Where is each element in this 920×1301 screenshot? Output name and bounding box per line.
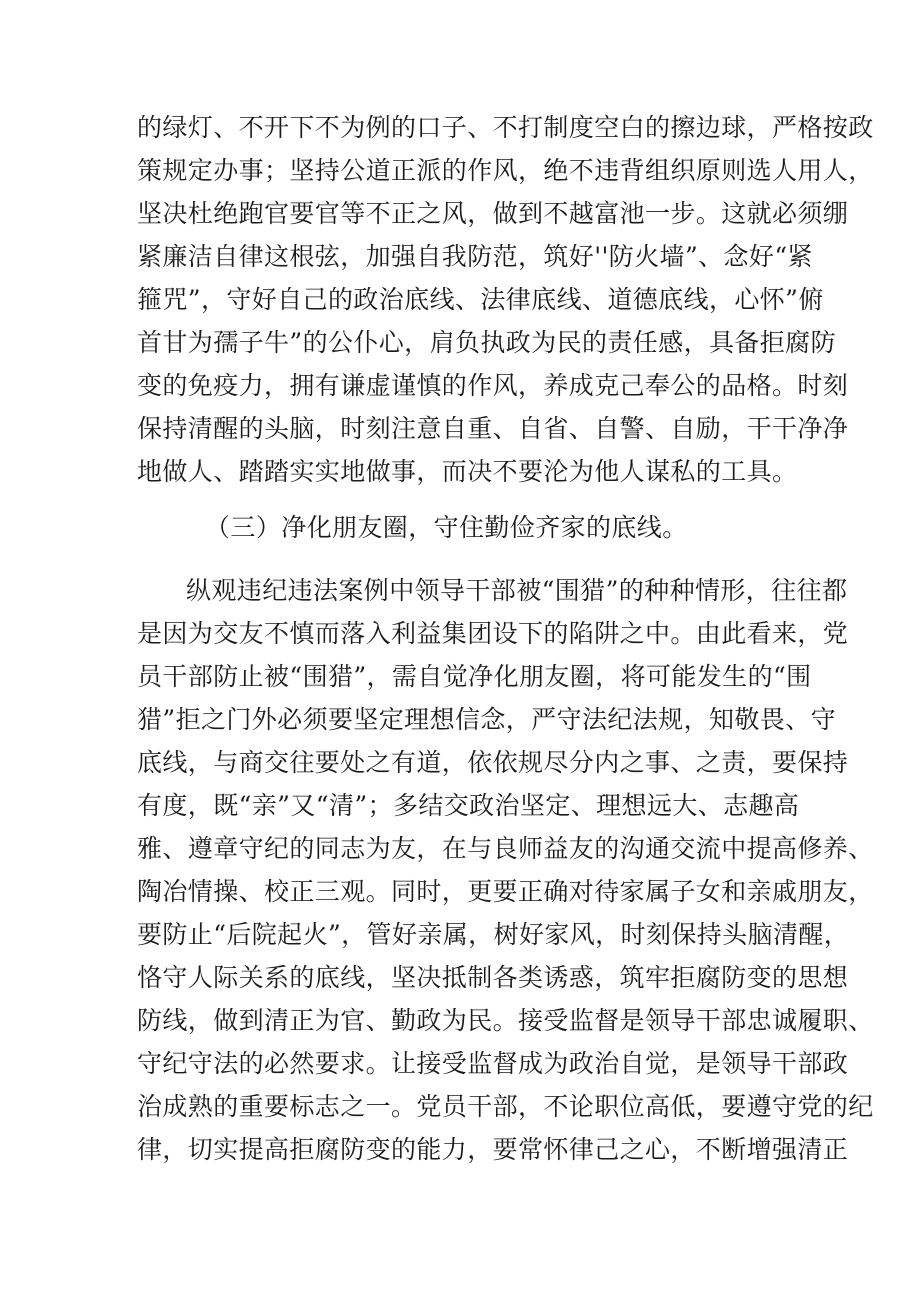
paragraph-line: 紧廉洁自律这根弦，加强自我防范，筑好''防火墙”、念好“紧	[137, 242, 813, 271]
paragraph-line: 守纪守法的必然要求。让接受监督成为政治自觉，是领导干部政	[137, 1049, 849, 1078]
paragraph-line: 策规定办事；坚持公道正派的作风，绝不违背组织原则选人用人，	[137, 156, 874, 185]
paragraph-line: 员干部防止被“围猎”，需自觉净化朋友圈，将可能发生的“围	[137, 662, 812, 691]
paragraph-line: 律，切实提高拒腐防变的能力，要常怀律己之心，不断增强清正	[137, 1135, 849, 1164]
paragraph-line: 坚决杜绝跑官要官等不正之风，做到不越富池一步。这就必须绷	[137, 199, 849, 228]
paragraph-line: 保持清醒的头脑，时刻注意自重、自省、自警、自励，干干净净	[137, 414, 849, 443]
paragraph-line: 纵观违纪违法案例中领导干部被“围猎”的种种情形，往往都	[186, 576, 848, 605]
paragraph-line: 有度，既“亲”又“清”；多结交政治坚定、理想远大、志趣高	[137, 791, 800, 820]
paragraph-line: 雅、遵章守纪的同志为友，在与良师益友的沟通交流中提高修养、	[137, 834, 874, 863]
paragraph-line: 箍咒”，守好自己的政治底线、法律底线、道德底线，心怀”俯	[137, 285, 824, 314]
paragraph-line: 变的免疫力，拥有谦虚谨慎的作风，养成克己奉公的品格。时刻	[137, 371, 849, 400]
section-heading: （三）净化朋友圈，守住勤俭齐家的底线。	[205, 513, 688, 542]
paragraph-line: 陶冶情操、校正三观。同时，更要正确对待家属子女和亲戚朋友，	[137, 877, 874, 906]
paragraph-line: 恪守人际关系的底线，坚决抵制各类诱惑，筑牢拒腐防变的思想	[137, 963, 849, 992]
paragraph-line: 的绿灯、不开下不为例的口子、不打制度空白的擦边球，严格按政	[137, 113, 874, 142]
paragraph-line: 地做人、踏踏实实地做事，而决不要沦为他人谋私的工具。	[137, 457, 798, 486]
paragraph-line: 治成熟的重要标志之一。党员干部，不论职位高低，要遵守党的纪	[137, 1092, 874, 1121]
paragraph-line: 底线，与商交往要处之有道，依依规尽分内之事、之责，要保持	[137, 748, 849, 777]
paragraph-line: 防线，做到清正为官、勤政为民。接受监督是领导干部忠诚履职、	[137, 1006, 874, 1035]
paragraph-line: 首甘为孺子牛”的公仆心，肩负执政为民的责任感，具备拒腐防	[137, 328, 836, 357]
paragraph-line: 要防止“后院起火”，管好亲属，树好家风，时刻保持头脑清醒，	[137, 920, 850, 949]
paragraph-line: 是因为交友不慎而落入利益集团设下的陷阱之中。由此看来，党	[137, 619, 849, 648]
paragraph-line: 猎”拒之门外必须要坚定理想信念，严守法纪法规，知敬畏、守	[137, 705, 836, 734]
